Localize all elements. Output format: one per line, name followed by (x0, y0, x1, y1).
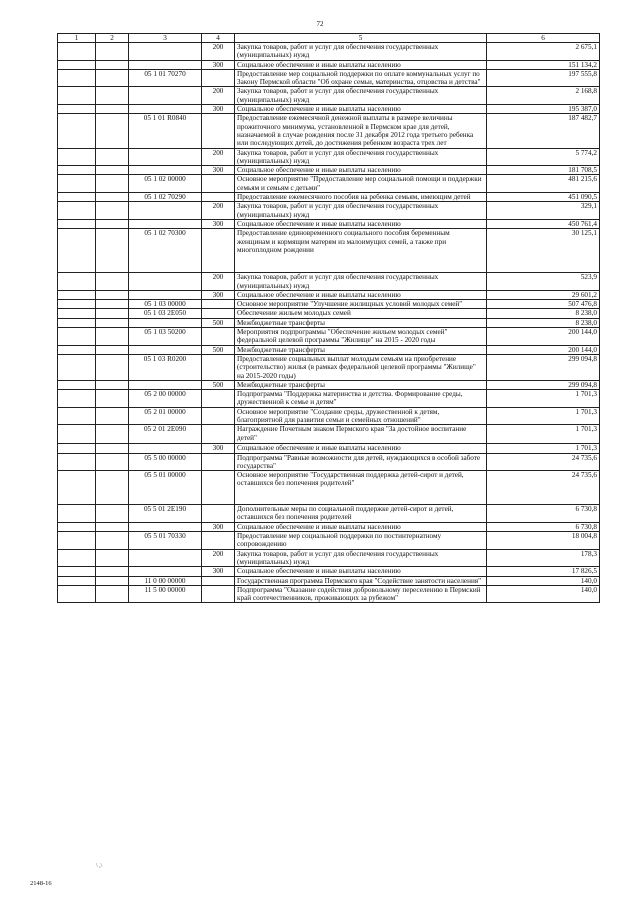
budget-table (57, 33, 600, 603)
cell-col-5: Предоставление мер социальной поддержки по оплате коммунальных услуг по Закону Пермской области "Об охране семьи, материнства, отцовства и детства" (235, 69, 487, 87)
table-row (58, 219, 600, 228)
cell-col-2 (96, 444, 129, 453)
table-row (58, 273, 600, 291)
cell-col-6: 140,0 (487, 576, 600, 585)
table-row (58, 549, 600, 567)
margin-mark: \ ,\ (96, 863, 103, 869)
cell-col-6: 299 094,8 (487, 380, 600, 389)
cell-col-2 (96, 471, 129, 505)
cell-col-5: Межбюджетные трансферты (235, 345, 487, 354)
cell-col-2 (96, 105, 129, 114)
header-col-1: 1 (58, 34, 96, 43)
cell-col-1 (58, 354, 96, 380)
table-row (58, 193, 600, 202)
cell-col-5: Социальное обеспечение и иные выплаты населению (235, 60, 487, 69)
cell-col-4: 200 (202, 148, 235, 166)
cell-col-5: Социальное обеспечение и иные выплаты населению (235, 444, 487, 453)
cell-col-3 (129, 43, 202, 61)
cell-col-6: 195 387,0 (487, 105, 600, 114)
cell-col-6: 151 134,2 (487, 60, 600, 69)
cell-col-6: 450 761,4 (487, 219, 600, 228)
cell-col-2 (96, 43, 129, 61)
cell-col-3 (129, 567, 202, 576)
table-row (58, 567, 600, 576)
cell-col-4 (202, 505, 235, 523)
cell-col-2 (96, 193, 129, 202)
cell-col-3 (129, 380, 202, 389)
cell-col-4 (202, 69, 235, 87)
table-row (58, 328, 600, 346)
cell-col-1 (58, 585, 96, 603)
cell-col-5: Мероприятия подпрограммы "Обеспечение жильем молодых семей" федеральной целевой программы "Жилище" на 2015 - 2020 годы (235, 328, 487, 346)
cell-col-1 (58, 471, 96, 505)
cell-col-1 (58, 300, 96, 309)
cell-col-6: 523,9 (487, 273, 600, 291)
cell-col-1 (58, 229, 96, 273)
cell-col-5: Подпрограмма "Поддержка материнства и детства. Формирование среды, дружественной к семье и детям" (235, 390, 487, 408)
table-row (58, 471, 600, 505)
cell-col-6: 178,3 (487, 549, 600, 567)
cell-col-3 (129, 219, 202, 228)
cell-col-2 (96, 390, 129, 408)
table-row (58, 585, 600, 603)
cell-col-5: Основное мероприятие "Государственная поддержка детей-сирот и детей, оставшихся без попечения родителей" (235, 471, 487, 505)
cell-col-4: 300 (202, 522, 235, 531)
cell-col-3: 11 5 00 00000 (129, 585, 202, 603)
cell-col-3 (129, 345, 202, 354)
table-row (58, 114, 600, 148)
table-row (58, 202, 600, 220)
cell-col-6: 1 701,3 (487, 407, 600, 425)
cell-col-2 (96, 328, 129, 346)
cell-col-3: 05 5 01 00000 (129, 471, 202, 505)
cell-col-5: Подпрограмма "Оказание содействия добровольному переселению в Пермский край соотечественников, проживающих за рубежом" (235, 585, 487, 603)
cell-col-4: 200 (202, 43, 235, 61)
header-col-4: 4 (202, 34, 235, 43)
cell-col-1 (58, 505, 96, 523)
cell-col-3 (129, 549, 202, 567)
cell-col-5: Предоставление социальных выплат молодым семьям на приобретение (строительство) жилья (в рамках федеральной целевой программы "Жилище" на 2015-2020 годы) (235, 354, 487, 380)
cell-col-5: Государственная программа Пермского края "Содействие занятости населения" (235, 576, 487, 585)
cell-col-1 (58, 290, 96, 299)
cell-col-5: Обеспечение жильем молодых семей (235, 309, 487, 318)
cell-col-3: 05 2 01 2Е090 (129, 425, 202, 444)
cell-col-4: 300 (202, 105, 235, 114)
cell-col-3: 05 5 00 00000 (129, 453, 202, 471)
cell-col-1 (58, 425, 96, 444)
table-row (58, 148, 600, 166)
cell-col-4: 300 (202, 290, 235, 299)
cell-col-4 (202, 532, 235, 550)
cell-col-3: 05 5 01 70330 (129, 532, 202, 550)
cell-col-6: 18 004,8 (487, 532, 600, 550)
cell-col-6: 507 476,8 (487, 300, 600, 309)
cell-col-1 (58, 87, 96, 105)
table-row (58, 175, 600, 193)
cell-col-2 (96, 202, 129, 220)
cell-col-3: 05 1 03 2Е050 (129, 309, 202, 318)
cell-col-6: 30 125,1 (487, 229, 600, 273)
cell-col-1 (58, 328, 96, 346)
cell-col-5: Социальное обеспечение и иные выплаты населению (235, 105, 487, 114)
cell-col-6: 1 701,3 (487, 425, 600, 444)
cell-col-5: Закупка товаров, работ и услуг для обеспечения государственных (муниципальных) нужд (235, 202, 487, 220)
cell-col-4 (202, 453, 235, 471)
cell-col-6: 17 826,5 (487, 567, 600, 576)
cell-col-6: 451 090,5 (487, 193, 600, 202)
header-col-6: 6 (487, 34, 600, 43)
cell-col-6: 6 730,8 (487, 522, 600, 531)
cell-col-4 (202, 471, 235, 505)
cell-col-6: 181 708,5 (487, 166, 600, 175)
cell-col-5: Предоставление мер социальной поддержки по постинтернатному сопровождению (235, 532, 487, 550)
cell-col-5: Предоставление ежемесячного пособия на ребенка семьям, имеющим детей (235, 193, 487, 202)
cell-col-3: 05 1 02 70290 (129, 193, 202, 202)
cell-col-5: Подпрограмма "Равные возможности для детей, нуждающихся в особой заботе государства" (235, 453, 487, 471)
cell-col-1 (58, 166, 96, 175)
cell-col-3: 05 1 03 00000 (129, 300, 202, 309)
cell-col-5: Социальное обеспечение и иные выплаты населению (235, 290, 487, 299)
cell-col-4: 200 (202, 273, 235, 291)
cell-col-4: 500 (202, 318, 235, 327)
cell-col-3 (129, 148, 202, 166)
table-row (58, 453, 600, 471)
cell-col-3: 05 1 02 00000 (129, 175, 202, 193)
cell-col-3: 05 1 01 70270 (129, 69, 202, 87)
cell-col-1 (58, 43, 96, 61)
cell-col-2 (96, 522, 129, 531)
cell-col-1 (58, 318, 96, 327)
cell-col-5: Социальное обеспечение и иные выплаты населению (235, 166, 487, 175)
table-body (58, 43, 600, 603)
cell-col-2 (96, 148, 129, 166)
cell-col-4: 200 (202, 87, 235, 105)
cell-col-2 (96, 345, 129, 354)
table-row (58, 318, 600, 327)
cell-col-5: Основное мероприятие "Создание среды, дружественной к детям, благоприятной для развития семьи и семейных отношений" (235, 407, 487, 425)
cell-col-3 (129, 318, 202, 327)
cell-col-2 (96, 175, 129, 193)
cell-col-2 (96, 290, 129, 299)
cell-col-3 (129, 166, 202, 175)
table-row (58, 87, 600, 105)
cell-col-3: 05 1 03 50200 (129, 328, 202, 346)
cell-col-5: Закупка товаров, работ и услуг для обеспечения государственных (муниципальных) нужд (235, 273, 487, 291)
cell-col-5: Предоставление ежемесячной денежной выплаты в размере величины прожиточного минимума, установленной в Пермском крае для детей, назначаемой в случае рождения после 31 декабря 2012 года третьего ребенка или последующих детей, до достижения ребенком возраста трех лет (235, 114, 487, 148)
table-row (58, 229, 600, 273)
cell-col-5: Основное мероприятие "Предоставление мер социальной помощи и поддержки семьям и семьям с детьми" (235, 175, 487, 193)
cell-col-3: 05 2 01 00000 (129, 407, 202, 425)
cell-col-3: 05 1 01 R0840 (129, 114, 202, 148)
cell-col-2 (96, 166, 129, 175)
cell-col-6: 2 675,1 (487, 43, 600, 61)
cell-col-2 (96, 549, 129, 567)
cell-col-3: 05 1 02 70300 (129, 229, 202, 273)
cell-col-2 (96, 380, 129, 389)
cell-col-2 (96, 576, 129, 585)
cell-col-1 (58, 175, 96, 193)
table-row (58, 105, 600, 114)
cell-col-2 (96, 453, 129, 471)
header-row (58, 34, 600, 43)
cell-col-1 (58, 273, 96, 291)
cell-col-1 (58, 105, 96, 114)
table-row (58, 522, 600, 531)
table-row (58, 380, 600, 389)
cell-col-3 (129, 105, 202, 114)
cell-col-2 (96, 219, 129, 228)
cell-col-6: 1 701,3 (487, 444, 600, 453)
table-row (58, 576, 600, 585)
cell-col-1 (58, 453, 96, 471)
cell-col-4 (202, 309, 235, 318)
cell-col-1 (58, 202, 96, 220)
cell-col-4 (202, 114, 235, 148)
table-row (58, 166, 600, 175)
cell-col-5: Закупка товаров, работ и услуг для обеспечения государственных (муниципальных) нужд (235, 43, 487, 61)
cell-col-1 (58, 390, 96, 408)
cell-col-2 (96, 273, 129, 291)
cell-col-6: 24 735,6 (487, 453, 600, 471)
cell-col-5: Социальное обеспечение и иные выплаты населению (235, 567, 487, 576)
cell-col-1 (58, 148, 96, 166)
table-row (58, 505, 600, 523)
cell-col-1 (58, 576, 96, 585)
cell-col-4: 300 (202, 60, 235, 69)
cell-col-6: 140,0 (487, 585, 600, 603)
cell-col-4 (202, 229, 235, 273)
cell-col-6: 1 701,3 (487, 390, 600, 408)
cell-col-3: 11 0 00 00000 (129, 576, 202, 585)
cell-col-4: 500 (202, 380, 235, 389)
cell-col-2 (96, 532, 129, 550)
cell-col-3 (129, 290, 202, 299)
cell-col-5: Закупка товаров, работ и услуг для обеспечения государственных (муниципальных) нужд (235, 148, 487, 166)
cell-col-4 (202, 193, 235, 202)
cell-col-6: 299 094,8 (487, 354, 600, 380)
cell-col-4 (202, 425, 235, 444)
table-row (58, 300, 600, 309)
cell-col-4 (202, 390, 235, 408)
cell-col-6: 2 168,8 (487, 87, 600, 105)
cell-col-4 (202, 576, 235, 585)
table-row (58, 390, 600, 408)
cell-col-2 (96, 60, 129, 69)
cell-col-6: 481 215,6 (487, 175, 600, 193)
cell-col-2 (96, 425, 129, 444)
cell-col-1 (58, 380, 96, 389)
cell-col-1 (58, 193, 96, 202)
cell-col-6: 197 555,8 (487, 69, 600, 87)
cell-col-5: Социальное обеспечение и иные выплаты населению (235, 522, 487, 531)
cell-col-6: 29 601,2 (487, 290, 600, 299)
cell-col-5: Награждение Почетным знаком Пермского края "За достойное воспитание детей" (235, 425, 487, 444)
cell-col-4 (202, 175, 235, 193)
cell-col-5: Межбюджетные трансферты (235, 318, 487, 327)
cell-col-1 (58, 345, 96, 354)
cell-col-3 (129, 522, 202, 531)
table-row (58, 532, 600, 550)
cell-col-4: 300 (202, 444, 235, 453)
cell-col-5: Закупка товаров, работ и услуг для обеспечения государственных (муниципальных) нужд (235, 549, 487, 567)
cell-col-1 (58, 567, 96, 576)
cell-col-4 (202, 585, 235, 603)
cell-col-6: 5 774,2 (487, 148, 600, 166)
cell-col-4: 200 (202, 549, 235, 567)
table-row (58, 444, 600, 453)
page-number: 72 (316, 20, 324, 28)
cell-col-5: Основное мероприятие "Улучшение жилищных условий молодых семей" (235, 300, 487, 309)
cell-col-5: Социальное обеспечение и иные выплаты населению (235, 219, 487, 228)
header-col-3: 3 (129, 34, 202, 43)
table-row (58, 407, 600, 425)
cell-col-2 (96, 567, 129, 576)
cell-col-1 (58, 522, 96, 531)
table-row (58, 425, 600, 444)
cell-col-3 (129, 87, 202, 105)
cell-col-2 (96, 318, 129, 327)
cell-col-4 (202, 354, 235, 380)
table-row (58, 354, 600, 380)
table-row (58, 290, 600, 299)
cell-col-2 (96, 87, 129, 105)
cell-col-5: Предоставление единовременного социального пособия беременным женщинам и кормящим матерям из малоимущих семей, а также при многоплодном рождении (235, 229, 487, 273)
cell-col-1 (58, 114, 96, 148)
cell-col-2 (96, 505, 129, 523)
cell-col-4: 200 (202, 202, 235, 220)
cell-col-5: Межбюджетные трансферты (235, 380, 487, 389)
cell-col-5: Дополнительные меры по социальной поддержке детей-сирот и детей, оставшихся без попечения родителей (235, 505, 487, 523)
table-row (58, 43, 600, 61)
cell-col-6: 200 144,0 (487, 345, 600, 354)
cell-col-3 (129, 444, 202, 453)
table-row (58, 60, 600, 69)
cell-col-1 (58, 532, 96, 550)
document-code: 2148-16 (30, 880, 52, 887)
cell-col-6: 329,1 (487, 202, 600, 220)
cell-col-2 (96, 114, 129, 148)
cell-col-3 (129, 202, 202, 220)
cell-col-4 (202, 300, 235, 309)
cell-col-6: 8 238,0 (487, 309, 600, 318)
cell-col-2 (96, 309, 129, 318)
table-row (58, 345, 600, 354)
cell-col-4 (202, 407, 235, 425)
cell-col-3 (129, 60, 202, 69)
cell-col-2 (96, 229, 129, 273)
header-col-2: 2 (96, 34, 129, 43)
cell-col-4: 300 (202, 567, 235, 576)
cell-col-2 (96, 407, 129, 425)
cell-col-3: 05 5 01 2Е190 (129, 505, 202, 523)
table-row (58, 309, 600, 318)
cell-col-3: 05 1 03 R0200 (129, 354, 202, 380)
header-col-5: 5 (235, 34, 487, 43)
cell-col-6: 200 144,0 (487, 328, 600, 346)
cell-col-6: 24 735,6 (487, 471, 600, 505)
cell-col-6: 187 482,7 (487, 114, 600, 148)
cell-col-4: 300 (202, 219, 235, 228)
cell-col-2 (96, 300, 129, 309)
cell-col-5: Закупка товаров, работ и услуг для обеспечения государственных (муниципальных) нужд (235, 87, 487, 105)
cell-col-6: 6 730,8 (487, 505, 600, 523)
cell-col-4: 300 (202, 166, 235, 175)
cell-col-1 (58, 309, 96, 318)
cell-col-1 (58, 407, 96, 425)
cell-col-1 (58, 60, 96, 69)
cell-col-4 (202, 328, 235, 346)
cell-col-3 (129, 273, 202, 291)
cell-col-1 (58, 69, 96, 87)
table-row (58, 69, 600, 87)
cell-col-1 (58, 444, 96, 453)
cell-col-4: 500 (202, 345, 235, 354)
cell-col-1 (58, 549, 96, 567)
cell-col-2 (96, 354, 129, 380)
cell-col-2 (96, 585, 129, 603)
cell-col-3: 05 2 00 00000 (129, 390, 202, 408)
cell-col-2 (96, 69, 129, 87)
cell-col-6: 8 238,0 (487, 318, 600, 327)
cell-col-1 (58, 219, 96, 228)
